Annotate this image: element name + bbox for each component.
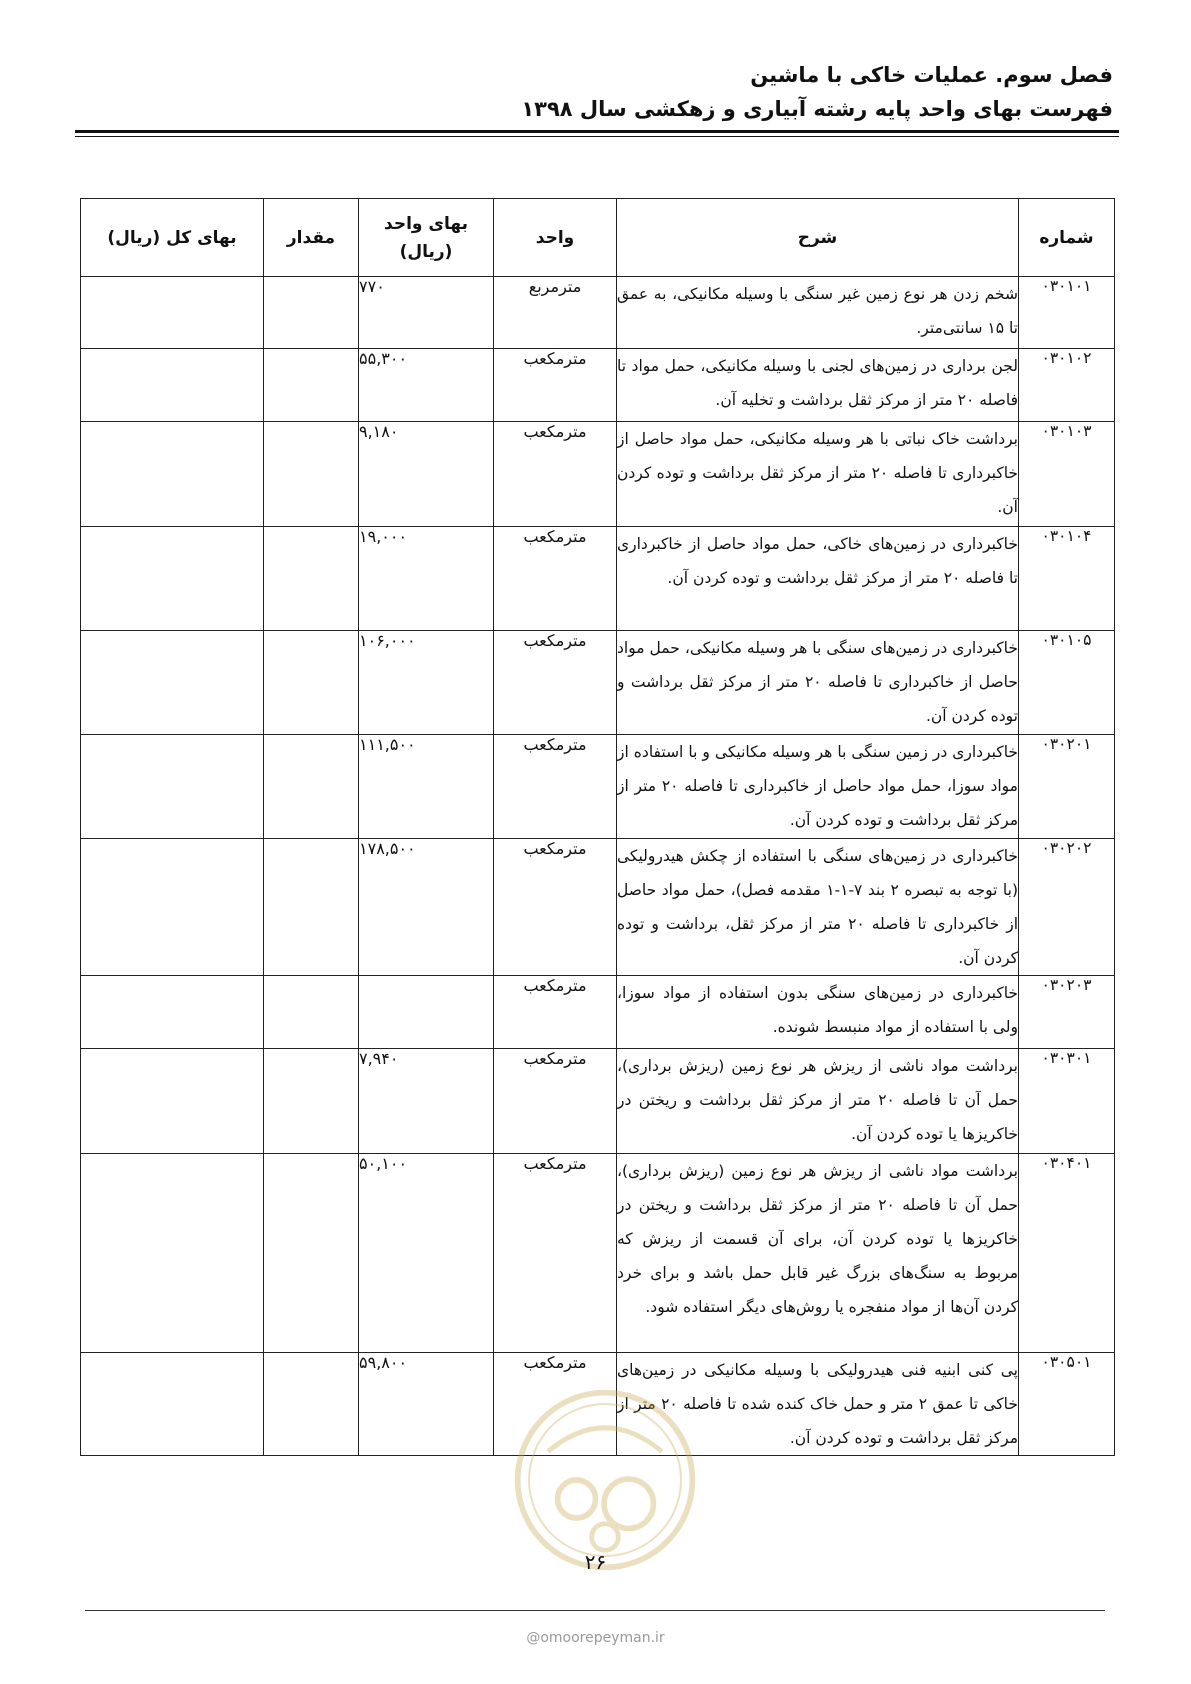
item-unit-price: ۱۷۸,۵۰۰ <box>359 839 494 976</box>
item-total-price <box>81 1049 264 1154</box>
item-description: خاکبرداری در زمین‌های سنگی با استفاده از چکش هیدرولیکی (با توجه به تبصره ۲ بند ۷-۱-۱ مقدمه فصل)، حمل مواد حاصل از خاکبرداری تا فاصله ۲۰ متر از مرکز ثقل، برداشت و توده کردن آن. <box>617 839 1019 976</box>
item-unit: مترمکعب <box>494 1049 617 1154</box>
item-unit-price: ۷۷۰ <box>359 277 494 349</box>
chapter-title: فصل سوم. عملیات خاکی با ماشین <box>750 63 1113 87</box>
price-list-table <box>80 198 1115 1456</box>
item-total-price <box>81 631 264 735</box>
header-description: شرح <box>617 199 1019 277</box>
item-total-price <box>81 1154 264 1353</box>
item-description: برداشت خاک نباتی با هر وسیله مکانیکی، حمل مواد حاصل از خاکبرداری تا فاصله ۲۰ متر از مرکز ثقل برداشت و توده کردن آن. <box>617 422 1019 527</box>
document-title: فهرست بهای واحد پایه رشته آبیاری و زهکشی سال ۱۳۹۸ <box>521 97 1113 121</box>
table-row <box>81 1049 1115 1154</box>
item-code: ۰۳۰۳۰۱ <box>1019 1049 1115 1154</box>
item-quantity <box>264 631 359 735</box>
table-row <box>81 839 1115 976</box>
item-quantity <box>264 1353 359 1456</box>
item-total-price <box>81 527 264 631</box>
website-watermark: @omoorepeyman.ir <box>526 1630 665 1646</box>
item-quantity <box>264 1049 359 1154</box>
item-code: ۰۳۰۱۰۴ <box>1019 527 1115 631</box>
item-total-price <box>81 976 264 1049</box>
table-header-row <box>81 199 1115 277</box>
item-code: ۰۳۰۲۰۳ <box>1019 976 1115 1049</box>
item-total-price <box>81 1353 264 1456</box>
item-quantity <box>264 527 359 631</box>
item-total-price <box>81 277 264 349</box>
item-description: خاکبرداری در زمین‌های سنگی با هر وسیله مکانیکی، حمل مواد حاصل از خاکبرداری تا فاصله ۲۰ متر از مرکز ثقل برداشت و توده کردن آن. <box>617 631 1019 735</box>
table-row <box>81 976 1115 1049</box>
header-code: شماره <box>1019 199 1115 277</box>
item-description: خاکبرداری در زمین‌های خاکی، حمل مواد حاصل از خاکبرداری تا فاصله ۲۰ متر از مرکز ثقل برداشت و توده کردن آن. <box>617 527 1019 631</box>
item-unit: مترمکعب <box>494 1353 617 1456</box>
item-unit: مترمکعب <box>494 631 617 735</box>
header-rule-thick <box>75 130 1119 133</box>
item-quantity <box>264 349 359 422</box>
item-unit-price <box>359 976 494 1049</box>
header-total-price: بهای کل (ریال) <box>81 199 264 277</box>
item-unit: مترمکعب <box>494 527 617 631</box>
header-quantity: مقدار <box>264 199 359 277</box>
item-unit-price: ۷,۹۴۰ <box>359 1049 494 1154</box>
item-code: ۰۳۰۲۰۲ <box>1019 839 1115 976</box>
item-total-price <box>81 422 264 527</box>
item-unit: مترمکعب <box>494 976 617 1049</box>
item-unit-price: ۵۹,۸۰۰ <box>359 1353 494 1456</box>
item-total-price <box>81 349 264 422</box>
item-code: ۰۳۰۴۰۱ <box>1019 1154 1115 1353</box>
item-quantity <box>264 1154 359 1353</box>
item-code: ۰۳۰۱۰۱ <box>1019 277 1115 349</box>
item-unit: مترمکعب <box>494 735 617 839</box>
item-unit-price: ۱۱۱,۵۰۰ <box>359 735 494 839</box>
item-unit-price: ۱۹,۰۰۰ <box>359 527 494 631</box>
item-description: خاکبرداری در زمین سنگی با هر وسیله مکانیکی و با استفاده از مواد سوزا، حمل مواد حاصل از خاکبرداری تا فاصله ۲۰ متر از مرکز ثقل برداشت و توده کردن آن. <box>617 735 1019 839</box>
table-body <box>81 277 1115 1456</box>
item-total-price <box>81 839 264 976</box>
item-code: ۰۳۰۱۰۳ <box>1019 422 1115 527</box>
seal-watermark-icon <box>510 1385 700 1575</box>
header-unit-price: بهای واحد (ریال) <box>359 199 494 277</box>
item-unit: مترمکعب <box>494 839 617 976</box>
item-code: ۰۳۰۵۰۱ <box>1019 1353 1115 1456</box>
item-code: ۰۳۰۱۰۵ <box>1019 631 1115 735</box>
table-row <box>81 631 1115 735</box>
item-unit-price: ۵۵,۳۰۰ <box>359 349 494 422</box>
item-description: برداشت مواد ناشی از ریزش هر نوع زمین (ریزش برداری)، حمل آن تا فاصله ۲۰ متر از مرکز ثقل برداشت و ریختن در خاکریزها یا توده کردن آن، برای آن قسمت از ریزش که مربوط به سنگ‌های بزرگ غیر قابل حمل باشد و برای خرد کردن آن‌ها از مواد منفجره یا روش‌های دیگر استفاده شود. <box>617 1154 1019 1353</box>
item-unit-price: ۵۰,۱۰۰ <box>359 1154 494 1353</box>
table-row <box>81 349 1115 422</box>
page-header <box>75 58 1119 126</box>
item-unit: مترمکعب <box>494 1154 617 1353</box>
item-quantity <box>264 839 359 976</box>
item-description: شخم زدن هر نوع زمین غیر سنگی با وسیله مکانیکی، به عمق تا ۱۵ سانتی‌متر. <box>617 277 1019 349</box>
footer-rule <box>85 1610 1105 1611</box>
table-row <box>81 735 1115 839</box>
table-row <box>81 277 1115 349</box>
table-row <box>81 527 1115 631</box>
item-description: پی کنی ابنیه فنی هیدرولیکی با وسیله مکانیکی در زمین‌های خاکی تا عمق ۲ متر و حمل خاک کنده شده تا فاصله ۲۰ متر از مرکز ثقل برداشت و توده کردن آن. <box>617 1353 1019 1456</box>
table-row <box>81 1154 1115 1353</box>
item-quantity <box>264 976 359 1049</box>
item-quantity <box>264 277 359 349</box>
header-unit: واحد <box>494 199 617 277</box>
item-unit: مترمکعب <box>494 422 617 527</box>
item-description: برداشت مواد ناشی از ریزش هر نوع زمین (ریزش برداری)، حمل آن تا فاصله ۲۰ متر از مرکز ثقل برداشت و ریختن در خاکریزها یا توده کردن آن. <box>617 1049 1019 1154</box>
item-unit-price: ۱۰۶,۰۰۰ <box>359 631 494 735</box>
item-unit: مترمکعب <box>494 349 617 422</box>
item-description: خاکبرداری در زمین‌های سنگی بدون استفاده از مواد سوزا، ولی با استفاده از مواد منبسط شونده. <box>617 976 1019 1049</box>
item-quantity <box>264 735 359 839</box>
item-unit-price: ۹,۱۸۰ <box>359 422 494 527</box>
header-rule-thin <box>75 136 1119 137</box>
item-quantity <box>264 422 359 527</box>
item-code: ۰۳۰۱۰۲ <box>1019 349 1115 422</box>
page-number: ۲۶ <box>584 1550 607 1574</box>
item-description: لجن برداری در زمین‌های لجنی با وسیله مکانیکی، حمل مواد تا فاصله ۲۰ متر از مرکز ثقل برداشت و تخلیه آن. <box>617 349 1019 422</box>
item-total-price <box>81 735 264 839</box>
table-row <box>81 422 1115 527</box>
item-code: ۰۳۰۲۰۱ <box>1019 735 1115 839</box>
item-unit: مترمربع <box>494 277 617 349</box>
